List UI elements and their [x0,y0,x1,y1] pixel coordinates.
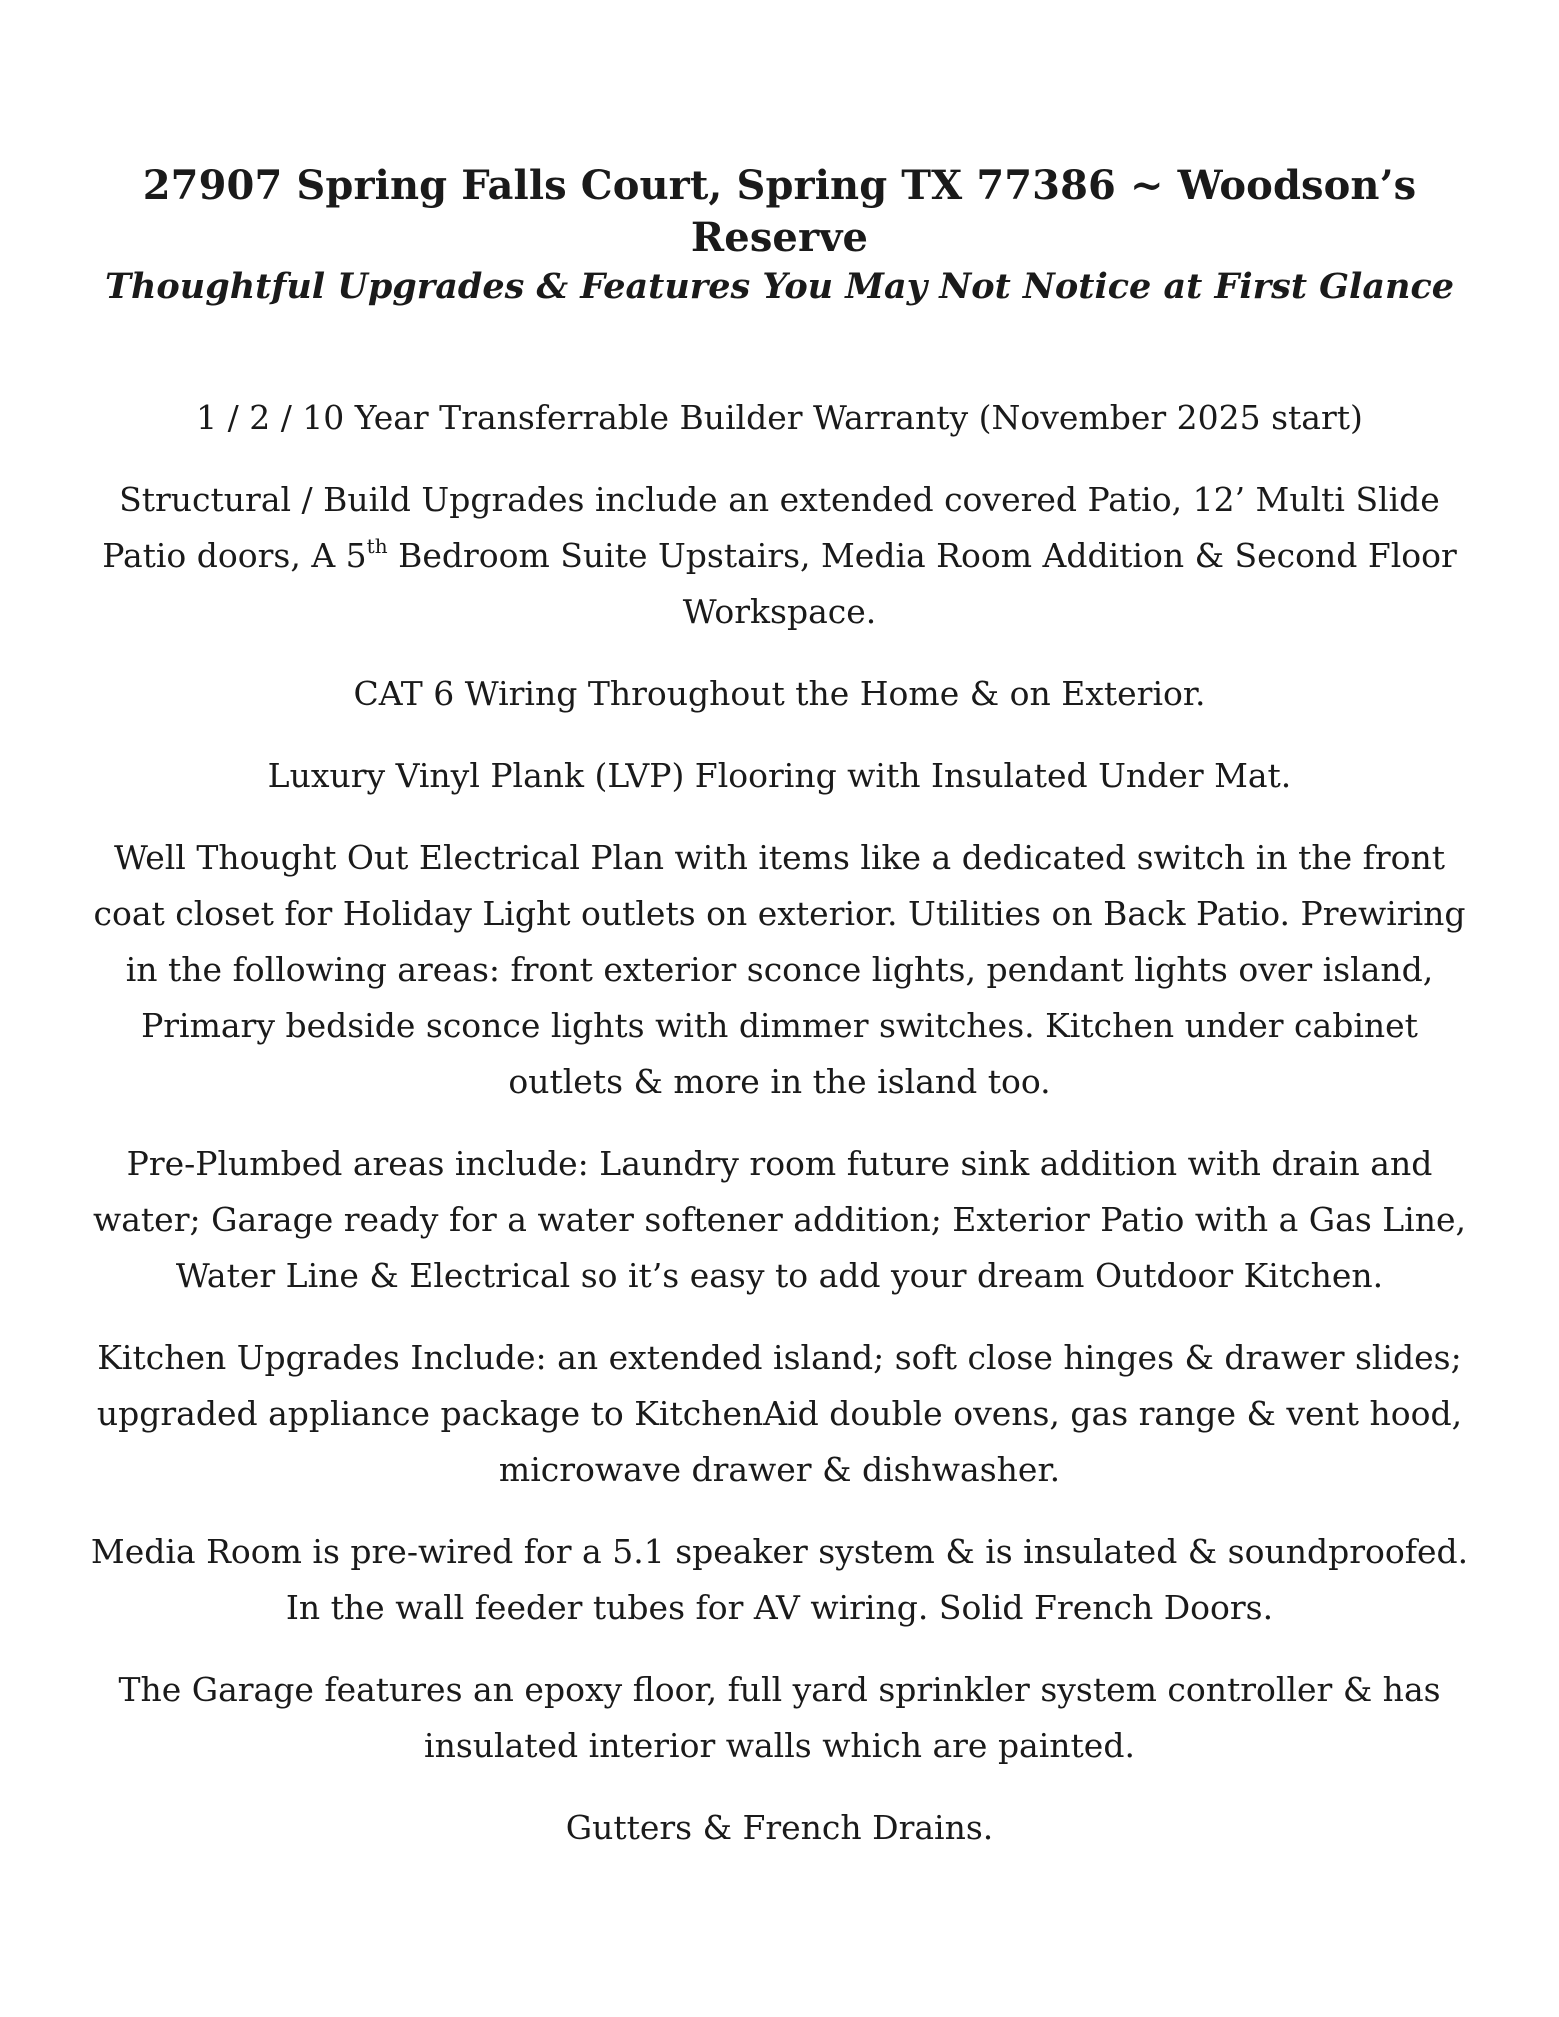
cat6-paragraph: CAT 6 Wiring Throughout the Home & on Exterior. [353,673,1206,713]
structural-upgrades-paragraph [90,472,1469,640]
plumbing-paragraph: Pre-Plumbed areas include: Laundry room future sink addition with drain and water; Garage ready for a water softener addition; Exterior Patio with a Gas Line, Water Line & Electrical so it’s easy to add your dream Outdoor Kitchen. [92,1143,1466,1295]
ordinal-superscript: th [366,533,388,558]
gutters-paragraph: Gutters & French Drains. [565,1807,994,1847]
flooring-paragraph: Luxury Vinyl Plank (LVP) Flooring with Insulated Under Mat. [267,755,1292,795]
media-room-paragraph: Media Room is pre-wired for a 5.1 speaker system & is insulated & soundproofed. In the wall feeder tubes for AV wiring. Solid French Doors. [90,1531,1469,1627]
page-subtitle: Thoughtful Upgrades & Features You May Not Notice at First Glance [104,266,1455,307]
page-title: 27907 Spring Falls Court, Spring TX 77386 ~ Woodson’s Reserve [142,162,1417,261]
electrical-paragraph: Well Thought Out Electrical Plan with items like a dedicated switch in the front coat closet for Holiday Light outlets on exterior. Utilities on Back Patio. Prewiring in the following areas: front exterior sconce lights, pendant lights over island, Primary bedside sconce lights with dimmer switches. Kitchen under cabinet outlets & more in the island too. [93,837,1466,1101]
document-body [90,390,1469,1856]
structural-text-end: Bedroom Suite Upstairs, Media Room Addition & Second Floor Workspace. [387,535,1457,631]
structural-text-start: Structural / Build Upgrades include an extended covered Patio, 12’ Multi Slide Patio doors, A 5 [102,479,1440,575]
garage-paragraph: The Garage features an epoxy floor, full yard sprinkler system controller & has insulated interior walls which are painted. [118,1669,1441,1765]
warranty-paragraph: 1 / 2 / 10 Year Transferrable Builder Warranty (November 2025 start) [196,397,1363,437]
kitchen-paragraph: Kitchen Upgrades Include: an extended island; soft close hinges & drawer slides; upgraded appliance package to KitchenAid double ovens, gas range & vent hood, microwave drawer & dishwasher. [96,1337,1463,1489]
